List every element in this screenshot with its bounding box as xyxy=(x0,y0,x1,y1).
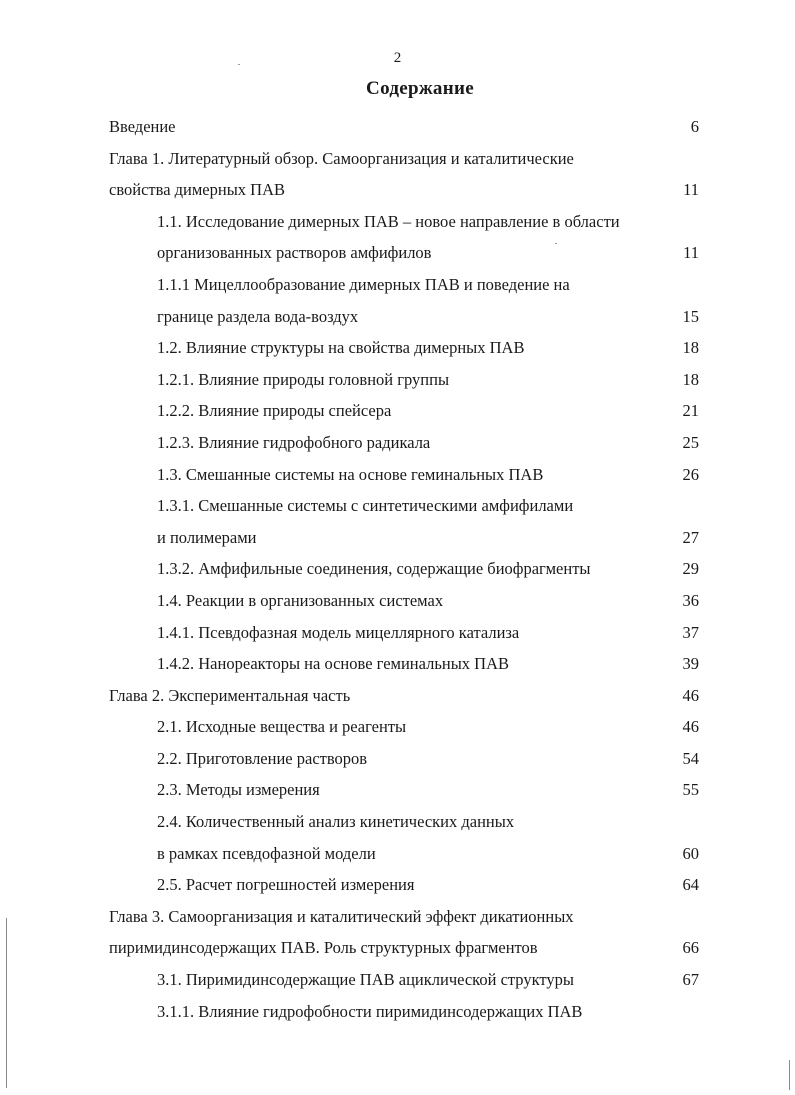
scan-speck xyxy=(238,64,240,65)
toc-entry xyxy=(0,711,795,743)
toc-entry xyxy=(0,490,795,522)
toc-entry-page: 46 xyxy=(682,717,699,737)
toc-entry-page: 11 xyxy=(683,180,699,200)
toc-entry xyxy=(0,427,795,459)
toc-entry-page: 15 xyxy=(682,306,699,326)
toc-entry-page: 36 xyxy=(682,590,699,610)
toc-entry-text: Глава 3. Самоорганизация и каталитический эффект дикатионных xyxy=(109,906,574,926)
toc-entry xyxy=(0,111,795,143)
toc-entry-text: границе раздела вода-воздух xyxy=(157,306,359,326)
toc-entry-text: 1.2.1. Влияние природы головной группы xyxy=(157,369,450,389)
toc-entry-page: 18 xyxy=(682,369,699,389)
toc-entry-text: 1.4. Реакции в организованных системах xyxy=(157,590,444,610)
toc-entry-text: 1.2.3. Влияние гидрофобного радикала xyxy=(157,432,431,452)
toc-entry-page: 21 xyxy=(682,401,699,421)
toc-entry xyxy=(0,364,795,396)
toc-entry xyxy=(0,838,795,870)
toc-entry xyxy=(0,585,795,617)
toc-entry-page: 26 xyxy=(682,464,699,484)
toc-entry-page: 64 xyxy=(682,875,699,895)
toc-entry-text: 1.3.2. Амфифильные соединения, содержащие биофрагменты xyxy=(157,559,591,579)
toc-entry-text: организованных растворов амфифилов xyxy=(157,243,432,263)
toc-entry-text: Введение xyxy=(109,117,176,136)
toc-entry-page: 27 xyxy=(682,527,699,547)
toc-entry-text: 2.4. Количественный анализ кинетических данных xyxy=(157,812,515,832)
toc-entry xyxy=(0,617,795,649)
toc-entry-text: 1.2.2. Влияние природы спейсера xyxy=(157,401,392,421)
toc-entry-text: 2.2. Приготовление растворов xyxy=(157,748,368,768)
toc-entry-text: 2.3. Методы измерения xyxy=(157,780,320,800)
toc-entry xyxy=(0,206,795,238)
toc-entry xyxy=(0,806,795,838)
toc-entry-text: пиримидинсодержащих ПАВ. Роль структурных фрагментов xyxy=(109,938,538,958)
toc-entry xyxy=(0,680,795,712)
toc-entry-text: в рамках псевдофазной модели xyxy=(157,843,376,863)
toc-entry-text: 1.4.2. Нанореакторы на основе геминальных ПАВ xyxy=(157,654,509,674)
toc-entry-text: и полимерами xyxy=(157,527,257,547)
toc-entry xyxy=(0,174,795,206)
toc-entry xyxy=(0,648,795,680)
toc-entry xyxy=(0,964,795,996)
page-title: Содержание xyxy=(366,78,474,99)
toc-entry xyxy=(0,901,795,933)
toc-entry-page: 37 xyxy=(682,622,699,642)
table-of-contents xyxy=(0,111,795,1027)
toc-entry xyxy=(0,743,795,775)
toc-entry xyxy=(0,774,795,806)
toc-entry xyxy=(0,996,795,1028)
toc-entry-page: 54 xyxy=(682,748,699,768)
scan-edge-mark xyxy=(789,1060,790,1090)
toc-entry-text: Глава 2. Экспериментальная часть xyxy=(109,685,351,705)
toc-entry xyxy=(0,553,795,585)
toc-entry-page: 66 xyxy=(682,938,699,958)
toc-entry-page: 29 xyxy=(682,559,699,579)
toc-entry-page: 25 xyxy=(682,432,699,452)
toc-entry xyxy=(0,395,795,427)
toc-entry-text: свойства димерных ПАВ xyxy=(109,180,286,200)
toc-entry xyxy=(0,459,795,491)
toc-entry-text: 3.1. Пиримидинсодержащие ПАВ ациклической структуры xyxy=(157,970,574,990)
toc-entry-page: 60 xyxy=(682,843,699,863)
toc-entry xyxy=(0,237,795,269)
toc-entry xyxy=(0,143,795,175)
toc-entry xyxy=(0,269,795,301)
toc-entry-page: 67 xyxy=(682,970,699,990)
toc-entry xyxy=(0,301,795,333)
toc-entry-page: 55 xyxy=(682,780,699,800)
toc-entry xyxy=(0,522,795,554)
toc-entry-page: 11 xyxy=(683,243,699,263)
toc-entry xyxy=(0,932,795,964)
toc-entry-page: 6 xyxy=(690,117,699,136)
toc-entry-page: 46 xyxy=(682,685,699,705)
toc-entry-page: 18 xyxy=(682,338,699,358)
toc-entry-text: 2.1. Исходные вещества и реагенты xyxy=(157,717,407,737)
toc-entry-text: 1.3. Смешанные системы на основе геминальных ПАВ xyxy=(157,464,544,484)
toc-entry xyxy=(0,332,795,364)
scan-edge-mark xyxy=(6,918,7,1088)
toc-entry xyxy=(0,869,795,901)
toc-entry-text: 1.1.1 Мицеллообразование димерных ПАВ и поведение на xyxy=(157,274,570,294)
toc-entry-text: 1.3.1. Смешанные системы с синтетическими амфифилами xyxy=(157,496,574,516)
scan-speck xyxy=(555,243,557,244)
toc-entry-text: 2.5. Расчет погрешностей измерения xyxy=(157,875,415,895)
toc-entry-text: 1.1. Исследование димерных ПАВ – новое направление в области xyxy=(157,211,620,231)
page-number: 2 xyxy=(393,50,402,66)
toc-entry-text: 1.4.1. Псевдофазная модель мицеллярного катализа xyxy=(157,622,520,642)
toc-entry-page: 39 xyxy=(682,654,699,674)
toc-entry-text: 1.2. Влияние структуры на свойства димерных ПАВ xyxy=(157,338,525,358)
toc-entry-text: Глава 1. Литературный обзор. Самоорганизация и каталитические xyxy=(109,148,574,168)
toc-entry-text: 3.1.1. Влияние гидрофобности пиримидинсодержащих ПАВ xyxy=(157,1001,583,1021)
